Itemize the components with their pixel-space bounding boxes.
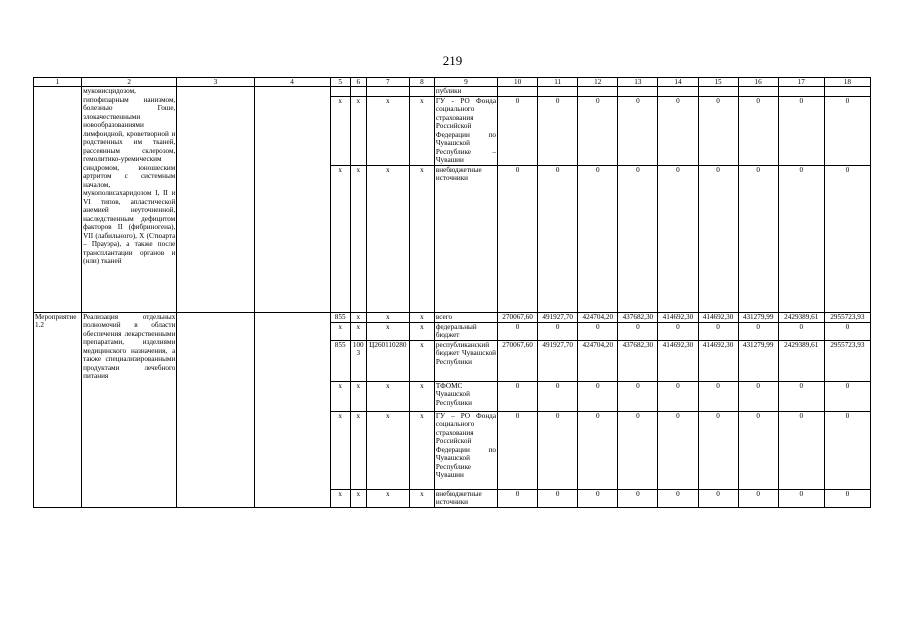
code-cell: х xyxy=(409,96,434,165)
value-cell: 0 xyxy=(658,96,698,165)
value-cell: 0 xyxy=(498,322,538,340)
value-cell xyxy=(824,87,870,96)
code-cell xyxy=(330,87,350,96)
column-header-5: 5 xyxy=(330,78,350,87)
value-cell: 431279,99 xyxy=(738,312,778,322)
column-header-8: 8 xyxy=(409,78,434,87)
value-cell: 0 xyxy=(658,411,698,489)
code-cell: х xyxy=(409,340,434,381)
empty-cell xyxy=(254,312,330,507)
funding-source-cell: федеральный бюджет xyxy=(434,322,497,340)
value-cell: 270067,60 xyxy=(498,340,538,381)
code-cell: х xyxy=(330,96,350,165)
column-header-13: 13 xyxy=(618,78,658,87)
value-cell: 0 xyxy=(578,165,618,312)
value-cell: 0 xyxy=(698,322,738,340)
code-cell: х xyxy=(366,489,409,507)
value-cell xyxy=(498,87,538,96)
budget-table xyxy=(33,77,871,508)
description-cell: муковисцидозом, гипофизарным нанизмом, болезнью Гоше, злокачественными новообразованиями лимфоидной, кроветворной и родственных им тканей, рассеянным склерозом, гемолитико-уремическим синдромом, юношеским артритом с системным началом, мукополисахаридозом I, II и VI типов, апластической анемией неуточненной, наследственным дефицитом факторов II (фибриногена), VII (лабильного), X (Стюарта – Прауэра), а также после трансплантации органов и (или) тканей xyxy=(82,87,177,312)
value-cell: 2955723,93 xyxy=(824,340,870,381)
column-header-9: 9 xyxy=(434,78,497,87)
value-cell: 437682,30 xyxy=(618,312,658,322)
value-cell: 0 xyxy=(738,411,778,489)
code-cell: х xyxy=(350,489,366,507)
code-cell: х xyxy=(330,489,350,507)
code-cell: 1003 xyxy=(350,340,366,381)
value-cell: 0 xyxy=(824,165,870,312)
value-cell: 2429389,61 xyxy=(778,340,824,381)
funding-source-cell: ТФОМС Чувашской Республики xyxy=(434,381,497,411)
code-cell: х xyxy=(330,381,350,411)
value-cell xyxy=(778,87,824,96)
code-cell: х xyxy=(366,96,409,165)
value-cell: 0 xyxy=(698,411,738,489)
code-cell: х xyxy=(330,165,350,312)
value-cell: 2429389,61 xyxy=(778,312,824,322)
table-row xyxy=(34,87,871,96)
value-cell: 0 xyxy=(538,381,578,411)
value-cell: 0 xyxy=(658,381,698,411)
column-header-10: 10 xyxy=(498,78,538,87)
value-cell: 0 xyxy=(498,96,538,165)
code-cell xyxy=(409,87,434,96)
value-cell: 0 xyxy=(658,322,698,340)
value-cell: 270067,60 xyxy=(498,312,538,322)
column-header-1: 1 xyxy=(34,78,82,87)
funding-source-cell: ГУ – РО Фонда социального страхования Российской Федерации по Чувашской Республике Чувашии xyxy=(434,411,497,489)
value-cell xyxy=(538,87,578,96)
column-header-14: 14 xyxy=(658,78,698,87)
code-cell: х xyxy=(409,165,434,312)
value-cell: 0 xyxy=(578,322,618,340)
code-cell xyxy=(366,87,409,96)
code-cell: 855 xyxy=(330,312,350,322)
column-header-11: 11 xyxy=(538,78,578,87)
page-number: 219 xyxy=(442,53,463,68)
value-cell: 0 xyxy=(618,411,658,489)
value-cell: 424704,20 xyxy=(578,312,618,322)
value-cell: 0 xyxy=(658,165,698,312)
funding-source-cell: внебюджетные источники xyxy=(434,489,497,507)
code-cell: х xyxy=(366,312,409,322)
value-cell: 0 xyxy=(618,381,658,411)
code-cell: х xyxy=(366,381,409,411)
value-cell: 0 xyxy=(698,489,738,507)
column-header-15: 15 xyxy=(698,78,738,87)
value-cell: 414692,30 xyxy=(658,340,698,381)
code-cell: х xyxy=(350,96,366,165)
value-cell xyxy=(578,87,618,96)
code-cell: х xyxy=(350,322,366,340)
value-cell: 0 xyxy=(698,96,738,165)
value-cell: 0 xyxy=(738,322,778,340)
column-header-6: 6 xyxy=(350,78,366,87)
table-body xyxy=(34,78,871,508)
column-header-16: 16 xyxy=(738,78,778,87)
code-cell: х xyxy=(350,312,366,322)
value-cell: 0 xyxy=(824,411,870,489)
value-cell: 0 xyxy=(658,489,698,507)
column-header-3: 3 xyxy=(177,78,254,87)
event-cell xyxy=(34,87,82,312)
value-cell: 0 xyxy=(778,411,824,489)
column-header-2: 2 xyxy=(82,78,177,87)
value-cell: 0 xyxy=(778,489,824,507)
event-cell: Мероприятие 1.2 xyxy=(34,312,82,507)
code-cell: 855 xyxy=(330,340,350,381)
column-header-18: 18 xyxy=(824,78,870,87)
code-cell: х xyxy=(409,312,434,322)
value-cell: 414692,30 xyxy=(698,312,738,322)
value-cell: 0 xyxy=(698,381,738,411)
code-cell: х xyxy=(409,322,434,340)
value-cell: 414692,30 xyxy=(698,340,738,381)
value-cell xyxy=(738,87,778,96)
description-cell: Реализация отдельных полномочий в области обеспечения лекарственными препаратами, изделиями медицинского назначения, а также специализированными продуктами лечебного питания xyxy=(82,312,177,507)
empty-cell xyxy=(177,87,254,312)
column-header-row xyxy=(34,78,871,87)
value-cell xyxy=(618,87,658,96)
value-cell: 2955723,93 xyxy=(824,312,870,322)
value-cell: 0 xyxy=(824,381,870,411)
value-cell: 437682,30 xyxy=(618,340,658,381)
value-cell: 0 xyxy=(738,96,778,165)
value-cell: 0 xyxy=(578,381,618,411)
value-cell: 0 xyxy=(824,96,870,165)
value-cell: 0 xyxy=(538,489,578,507)
code-cell: х xyxy=(366,165,409,312)
empty-cell xyxy=(254,87,330,312)
code-cell: х xyxy=(330,411,350,489)
column-header-12: 12 xyxy=(578,78,618,87)
empty-cell xyxy=(177,312,254,507)
value-cell: 0 xyxy=(538,165,578,312)
funding-source-cell: внебюджетные источники xyxy=(434,165,497,312)
value-cell: 0 xyxy=(578,96,618,165)
value-cell xyxy=(698,87,738,96)
value-cell: 414692,30 xyxy=(658,312,698,322)
table-row xyxy=(34,312,871,322)
value-cell: 0 xyxy=(498,411,538,489)
funding-source-cell: всего xyxy=(434,312,497,322)
column-header-7: 7 xyxy=(366,78,409,87)
value-cell: 0 xyxy=(778,96,824,165)
value-cell: 0 xyxy=(618,489,658,507)
value-cell: 0 xyxy=(618,322,658,340)
value-cell: 0 xyxy=(498,381,538,411)
funding-source-cell: публики xyxy=(434,87,497,96)
value-cell: 0 xyxy=(738,381,778,411)
code-cell: х xyxy=(350,165,366,312)
value-cell: 0 xyxy=(578,489,618,507)
value-cell: 431279,99 xyxy=(738,340,778,381)
value-cell: 0 xyxy=(498,489,538,507)
value-cell: 491927,70 xyxy=(538,312,578,322)
value-cell: 0 xyxy=(698,165,738,312)
value-cell: 0 xyxy=(778,165,824,312)
column-header-4: 4 xyxy=(254,78,330,87)
value-cell: 0 xyxy=(778,381,824,411)
value-cell: 0 xyxy=(824,489,870,507)
funding-source-cell: республиканский бюджет Чувашской Республики xyxy=(434,340,497,381)
value-cell: 0 xyxy=(618,96,658,165)
value-cell: 0 xyxy=(498,165,538,312)
value-cell: 0 xyxy=(538,411,578,489)
value-cell: 0 xyxy=(538,322,578,340)
code-cell: х xyxy=(409,381,434,411)
code-cell: х xyxy=(409,411,434,489)
value-cell: 0 xyxy=(824,322,870,340)
code-cell xyxy=(350,87,366,96)
code-cell: х xyxy=(350,381,366,411)
value-cell: 491927,70 xyxy=(538,340,578,381)
funding-source-cell: ГУ - РО Фонда социального страхования Российской Федерации по Чувашской Республике – Чувашии xyxy=(435,96,497,165)
value-cell: 424704,20 xyxy=(578,340,618,381)
code-cell: х xyxy=(366,411,409,489)
code-cell: х xyxy=(350,411,366,489)
value-cell: 0 xyxy=(778,322,824,340)
code-cell: х xyxy=(330,322,350,340)
value-cell: 0 xyxy=(738,165,778,312)
value-cell: 0 xyxy=(618,165,658,312)
code-cell: х xyxy=(366,322,409,340)
code-cell: х xyxy=(409,489,434,507)
value-cell: 0 xyxy=(538,96,578,165)
code-cell: Ц260110280 xyxy=(366,340,409,381)
value-cell: 0 xyxy=(738,489,778,507)
value-cell: 0 xyxy=(578,411,618,489)
value-cell xyxy=(658,87,698,96)
column-header-17: 17 xyxy=(778,78,824,87)
